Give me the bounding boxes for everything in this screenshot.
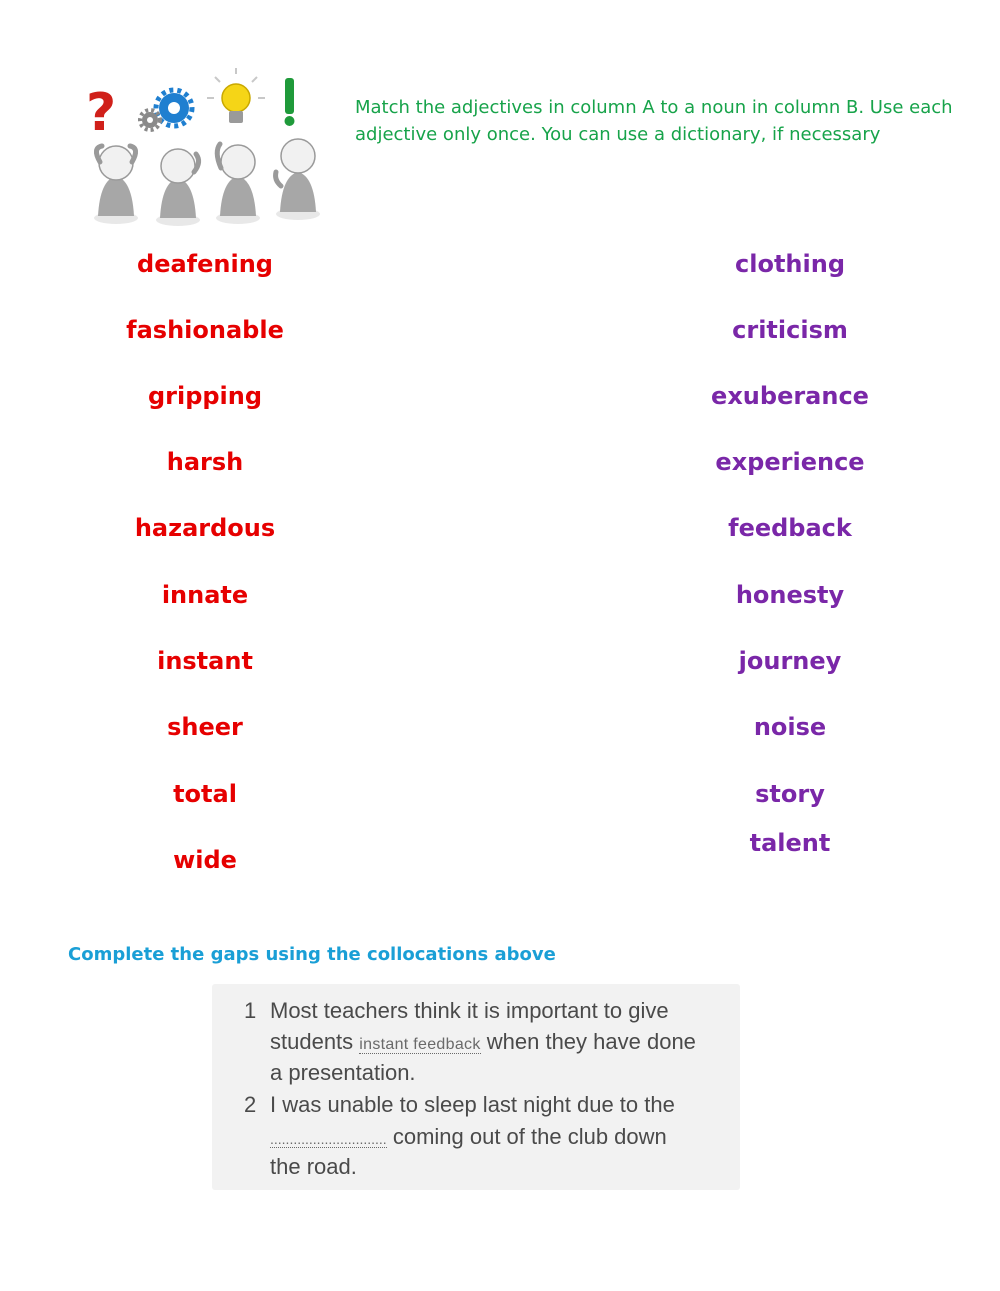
exercise-line bbox=[270, 1029, 696, 1055]
noun-item: exuberance bbox=[711, 382, 869, 410]
noun-item: story bbox=[755, 780, 825, 808]
adjective-item: total bbox=[173, 780, 237, 808]
answer-blank: .............................. bbox=[270, 1131, 387, 1147]
exercise-line bbox=[270, 1124, 667, 1150]
noun-item: clothing bbox=[735, 250, 845, 278]
exercise-text: a presentation. bbox=[270, 1060, 416, 1085]
exercise-scan bbox=[212, 984, 740, 1190]
instructions: Match the adjectives in column A to a noun in column B. Use each adjective only once. You can use a dictionary, if necessary bbox=[355, 97, 953, 145]
thinking-figures-icon bbox=[78, 68, 340, 226]
answer-text: instant feedback bbox=[359, 1036, 481, 1053]
adjective-item: instant bbox=[157, 647, 253, 675]
exercise-text: coming out of the club down bbox=[392, 1124, 667, 1149]
adjective-item: innate bbox=[161, 581, 249, 609]
item-number: 2 bbox=[244, 1092, 257, 1117]
item-number: 1 bbox=[244, 998, 257, 1023]
noun-item: feedback bbox=[728, 514, 852, 542]
adjective-item: gripping bbox=[147, 382, 263, 410]
noun-item: talent bbox=[749, 829, 831, 857]
adjective-item: wide bbox=[173, 846, 237, 874]
task-title: Complete the gaps using the collocations above bbox=[68, 944, 556, 965]
exercise-text: I was unable to sleep last night due to the bbox=[270, 1092, 675, 1117]
exercise-text: when they have done bbox=[486, 1029, 696, 1054]
adjective-item: hazardous bbox=[134, 514, 276, 542]
noun-item: experience bbox=[715, 448, 865, 476]
adjective-item: sheer bbox=[167, 713, 243, 741]
noun-item: journey bbox=[738, 647, 842, 675]
exercise-text: Most teachers think it is important to give bbox=[270, 998, 669, 1023]
question-mark-icon bbox=[86, 83, 116, 143]
exercise-text: the road. bbox=[270, 1154, 357, 1179]
exclamation-mark-icon bbox=[285, 78, 295, 126]
noun-item: criticism bbox=[732, 316, 848, 344]
adjective-item: fashionable bbox=[126, 316, 284, 344]
lightbulb-icon bbox=[207, 68, 265, 123]
exercise-text: students bbox=[270, 1029, 354, 1054]
noun-item: honesty bbox=[735, 581, 845, 609]
noun-item: noise bbox=[753, 713, 827, 741]
gears-icon bbox=[140, 90, 192, 130]
adjective-item: deafening bbox=[137, 250, 273, 278]
adjective-item: harsh bbox=[166, 448, 244, 476]
svg-text:?: ? bbox=[86, 83, 117, 143]
